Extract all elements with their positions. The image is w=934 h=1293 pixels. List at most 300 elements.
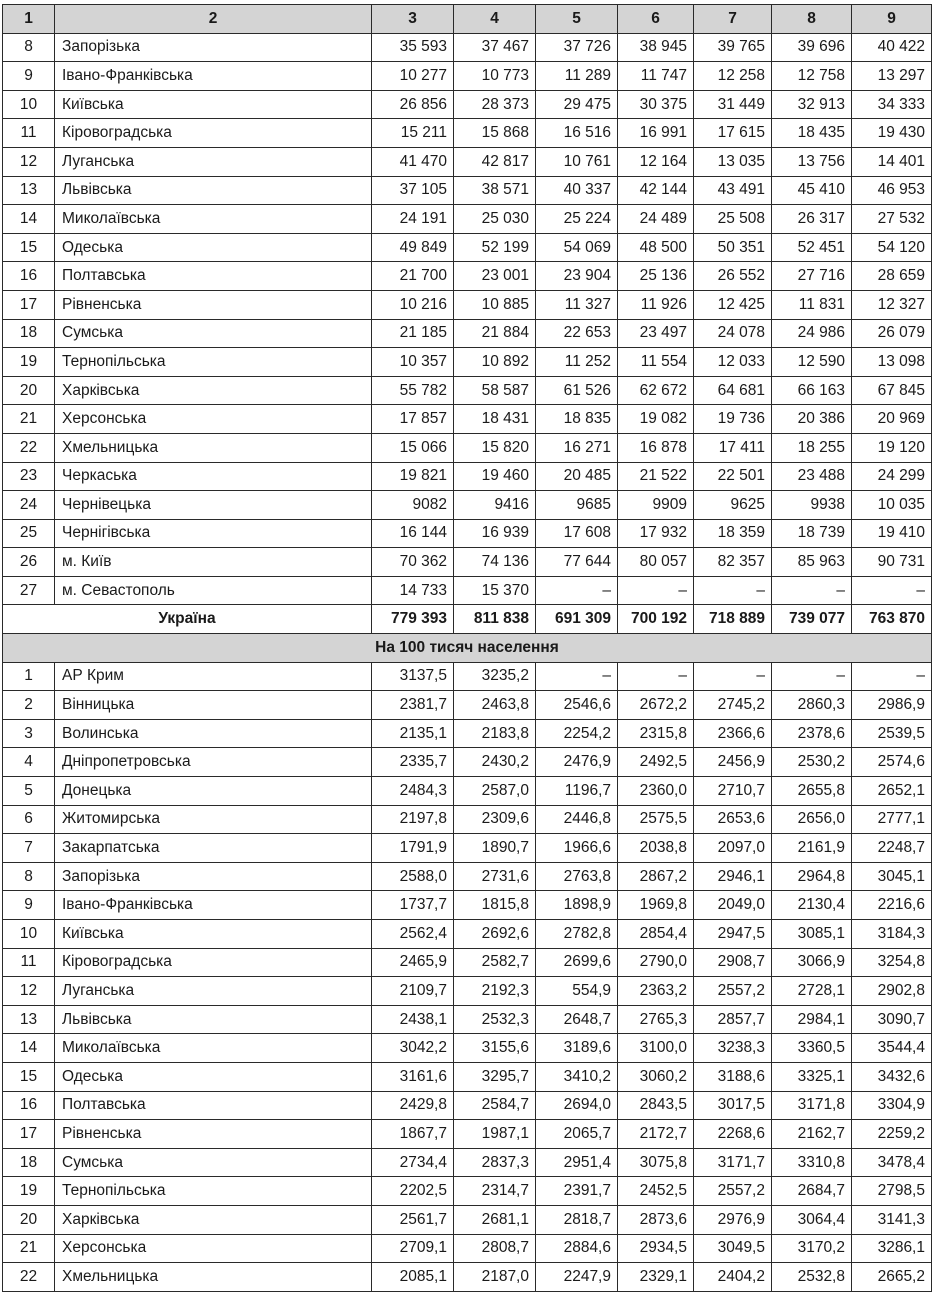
- value-cell: 13 035: [694, 147, 772, 176]
- value-cell: 26 317: [772, 205, 852, 234]
- value-cell: 10 357: [372, 348, 454, 377]
- region-name: Івано-Франківська: [55, 891, 372, 920]
- table-row: [3, 376, 932, 405]
- value-cell: 19 821: [372, 462, 454, 491]
- value-cell: 21 522: [618, 462, 694, 491]
- region-name: Сумська: [55, 319, 372, 348]
- value-cell: 2588,0: [372, 862, 454, 891]
- total-value: 718 889: [694, 605, 772, 634]
- value-cell: 1890,7: [454, 834, 536, 863]
- value-cell: –: [536, 576, 618, 605]
- value-cell: 46 953: [852, 176, 932, 205]
- region-name: Дніпропетровська: [55, 748, 372, 777]
- value-cell: 30 375: [618, 90, 694, 119]
- value-cell: 85 963: [772, 548, 852, 577]
- value-cell: 2947,5: [694, 920, 772, 949]
- value-cell: 1966,6: [536, 834, 618, 863]
- value-cell: 17 411: [694, 433, 772, 462]
- value-cell: 10 277: [372, 62, 454, 91]
- value-cell: 25 224: [536, 205, 618, 234]
- row-number: 25: [3, 519, 55, 548]
- row-number: 11: [3, 948, 55, 977]
- row-number: 26: [3, 548, 55, 577]
- value-cell: 54 069: [536, 233, 618, 262]
- value-cell: 34 333: [852, 90, 932, 119]
- value-cell: 9416: [454, 491, 536, 520]
- region-name: Луганська: [55, 977, 372, 1006]
- column-header: 3: [372, 5, 454, 34]
- value-cell: 11 747: [618, 62, 694, 91]
- value-cell: 11 831: [772, 290, 852, 319]
- value-cell: 19 736: [694, 405, 772, 434]
- value-cell: 16 271: [536, 433, 618, 462]
- row-number: 23: [3, 462, 55, 491]
- value-cell: 2463,8: [454, 691, 536, 720]
- row-number: 18: [3, 1148, 55, 1177]
- table-row: [3, 233, 932, 262]
- table-row: [3, 719, 932, 748]
- value-cell: 3170,2: [772, 1234, 852, 1263]
- table-row: [3, 262, 932, 291]
- row-number: 5: [3, 777, 55, 806]
- column-header: 7: [694, 5, 772, 34]
- value-cell: 11 289: [536, 62, 618, 91]
- value-cell: 2902,8: [852, 977, 932, 1006]
- value-cell: 2964,8: [772, 862, 852, 891]
- value-cell: –: [694, 662, 772, 691]
- value-cell: 16 516: [536, 119, 618, 148]
- value-cell: 52 199: [454, 233, 536, 262]
- column-header: 4: [454, 5, 536, 34]
- value-cell: 18 835: [536, 405, 618, 434]
- region-name: Тернопільська: [55, 348, 372, 377]
- value-cell: 2259,2: [852, 1120, 932, 1149]
- value-cell: 12 327: [852, 290, 932, 319]
- value-cell: 12 033: [694, 348, 772, 377]
- region-name: Луганська: [55, 147, 372, 176]
- statistics-table: [2, 4, 932, 1292]
- region-name: Кіровоградська: [55, 119, 372, 148]
- value-cell: 9938: [772, 491, 852, 520]
- value-cell: 2710,7: [694, 777, 772, 806]
- value-cell: 18 359: [694, 519, 772, 548]
- value-cell: 15 066: [372, 433, 454, 462]
- value-cell: 40 422: [852, 33, 932, 62]
- value-cell: 12 258: [694, 62, 772, 91]
- table-row: [3, 147, 932, 176]
- value-cell: 3171,7: [694, 1148, 772, 1177]
- row-number: 12: [3, 977, 55, 1006]
- value-cell: 62 672: [618, 376, 694, 405]
- row-number: 22: [3, 433, 55, 462]
- value-cell: 42 144: [618, 176, 694, 205]
- value-cell: 14 733: [372, 576, 454, 605]
- value-cell: 2562,4: [372, 920, 454, 949]
- value-cell: 2085,1: [372, 1263, 454, 1292]
- value-cell: 3304,9: [852, 1091, 932, 1120]
- value-cell: –: [536, 662, 618, 691]
- value-cell: 11 327: [536, 290, 618, 319]
- value-cell: 2329,1: [618, 1263, 694, 1292]
- value-cell: 20 386: [772, 405, 852, 434]
- row-number: 14: [3, 205, 55, 234]
- value-cell: 2192,3: [454, 977, 536, 1006]
- value-cell: 43 491: [694, 176, 772, 205]
- total-value: 739 077: [772, 605, 852, 634]
- value-cell: –: [852, 662, 932, 691]
- region-name: Івано-Франківська: [55, 62, 372, 91]
- value-cell: 3137,5: [372, 662, 454, 691]
- value-cell: 2197,8: [372, 805, 454, 834]
- value-cell: 25 136: [618, 262, 694, 291]
- value-cell: 2709,1: [372, 1234, 454, 1263]
- region-name: Миколаївська: [55, 1034, 372, 1063]
- value-cell: 19 082: [618, 405, 694, 434]
- table-row: [3, 319, 932, 348]
- value-cell: 2097,0: [694, 834, 772, 863]
- region-name: Львівська: [55, 176, 372, 205]
- value-cell: 17 615: [694, 119, 772, 148]
- value-cell: 2986,9: [852, 691, 932, 720]
- value-cell: 2335,7: [372, 748, 454, 777]
- table-row: [3, 1234, 932, 1263]
- total-value: 700 192: [618, 605, 694, 634]
- row-number: 21: [3, 1234, 55, 1263]
- value-cell: 39 696: [772, 33, 852, 62]
- value-cell: 2476,9: [536, 748, 618, 777]
- value-cell: 1969,8: [618, 891, 694, 920]
- statistics-table-container: [2, 4, 932, 1292]
- value-cell: 45 410: [772, 176, 852, 205]
- row-number: 13: [3, 1005, 55, 1034]
- value-cell: 3310,8: [772, 1148, 852, 1177]
- table-row: [3, 948, 932, 977]
- region-name: м. Севастополь: [55, 576, 372, 605]
- value-cell: 2530,2: [772, 748, 852, 777]
- value-cell: 2557,2: [694, 977, 772, 1006]
- value-cell: 10 773: [454, 62, 536, 91]
- value-cell: 2363,2: [618, 977, 694, 1006]
- value-cell: 1196,7: [536, 777, 618, 806]
- column-header: 6: [618, 5, 694, 34]
- table-row: [3, 33, 932, 62]
- value-cell: 2734,4: [372, 1148, 454, 1177]
- table-row: [3, 834, 932, 863]
- value-cell: 2038,8: [618, 834, 694, 863]
- value-cell: 2049,0: [694, 891, 772, 920]
- value-cell: 2404,2: [694, 1263, 772, 1292]
- value-cell: 24 986: [772, 319, 852, 348]
- value-cell: 41 470: [372, 147, 454, 176]
- value-cell: 28 659: [852, 262, 932, 291]
- value-cell: 23 497: [618, 319, 694, 348]
- column-header: 9: [852, 5, 932, 34]
- value-cell: 58 587: [454, 376, 536, 405]
- region-name: Миколаївська: [55, 205, 372, 234]
- column-header: 2: [55, 5, 372, 34]
- total-body: [3, 605, 932, 662]
- table-row: [3, 862, 932, 891]
- table-row: [3, 891, 932, 920]
- value-cell: 28 373: [454, 90, 536, 119]
- table-row: [3, 1005, 932, 1034]
- value-cell: 10 035: [852, 491, 932, 520]
- value-cell: 16 878: [618, 433, 694, 462]
- region-name: Херсонська: [55, 1234, 372, 1263]
- value-cell: 24 299: [852, 462, 932, 491]
- value-cell: 26 079: [852, 319, 932, 348]
- value-cell: 23 488: [772, 462, 852, 491]
- value-cell: 3161,6: [372, 1062, 454, 1091]
- value-cell: 20 969: [852, 405, 932, 434]
- value-cell: 2109,7: [372, 977, 454, 1006]
- value-cell: 2162,7: [772, 1120, 852, 1149]
- region-name: Запорізька: [55, 33, 372, 62]
- region-name: Житомирська: [55, 805, 372, 834]
- value-cell: 2763,8: [536, 862, 618, 891]
- value-cell: 3295,7: [454, 1062, 536, 1091]
- value-cell: 17 857: [372, 405, 454, 434]
- total-value: 691 309: [536, 605, 618, 634]
- value-cell: 18 431: [454, 405, 536, 434]
- region-name: Харківська: [55, 1205, 372, 1234]
- row-number: 14: [3, 1034, 55, 1063]
- region-name: Кіровоградська: [55, 948, 372, 977]
- region-name: Херсонська: [55, 405, 372, 434]
- value-cell: –: [618, 662, 694, 691]
- region-name: Запорізька: [55, 862, 372, 891]
- region-name: Одеська: [55, 1062, 372, 1091]
- value-cell: 12 590: [772, 348, 852, 377]
- table-row: [3, 1062, 932, 1091]
- value-cell: 3235,2: [454, 662, 536, 691]
- value-cell: 2360,0: [618, 777, 694, 806]
- value-cell: 90 731: [852, 548, 932, 577]
- row-number: 10: [3, 90, 55, 119]
- value-cell: 21 884: [454, 319, 536, 348]
- value-cell: 2777,1: [852, 805, 932, 834]
- total-label: Україна: [3, 605, 372, 634]
- value-cell: 3045,1: [852, 862, 932, 891]
- value-cell: 2587,0: [454, 777, 536, 806]
- table-row: [3, 977, 932, 1006]
- value-cell: 66 163: [772, 376, 852, 405]
- value-cell: 82 357: [694, 548, 772, 577]
- table-row: [3, 205, 932, 234]
- value-cell: 20 485: [536, 462, 618, 491]
- value-cell: 2575,5: [618, 805, 694, 834]
- value-cell: 3254,8: [852, 948, 932, 977]
- value-cell: 2692,6: [454, 920, 536, 949]
- value-cell: 25 030: [454, 205, 536, 234]
- value-cell: 2854,4: [618, 920, 694, 949]
- column-header: 5: [536, 5, 618, 34]
- value-cell: 3141,3: [852, 1205, 932, 1234]
- row-number: 27: [3, 576, 55, 605]
- value-cell: 24 078: [694, 319, 772, 348]
- table-row: [3, 777, 932, 806]
- region-name: Волинська: [55, 719, 372, 748]
- table-row: [3, 662, 932, 691]
- value-cell: 10 761: [536, 147, 618, 176]
- row-number: 1: [3, 662, 55, 691]
- value-cell: 2648,7: [536, 1005, 618, 1034]
- value-cell: 2202,5: [372, 1177, 454, 1206]
- value-cell: 2873,6: [618, 1205, 694, 1234]
- region-name: Полтавська: [55, 1091, 372, 1120]
- value-cell: 2584,7: [454, 1091, 536, 1120]
- value-cell: 2745,2: [694, 691, 772, 720]
- row-number: 11: [3, 119, 55, 148]
- row-number: 6: [3, 805, 55, 834]
- value-cell: 2309,6: [454, 805, 536, 834]
- value-cell: 13 297: [852, 62, 932, 91]
- value-cell: 2765,3: [618, 1005, 694, 1034]
- value-cell: 2574,6: [852, 748, 932, 777]
- value-cell: 2452,5: [618, 1177, 694, 1206]
- value-cell: 1737,7: [372, 891, 454, 920]
- value-cell: 2818,7: [536, 1205, 618, 1234]
- value-cell: 2782,8: [536, 920, 618, 949]
- value-cell: 2172,7: [618, 1120, 694, 1149]
- value-cell: 3188,6: [694, 1062, 772, 1091]
- value-cell: 32 913: [772, 90, 852, 119]
- value-cell: 2561,7: [372, 1205, 454, 1234]
- value-cell: 2884,6: [536, 1234, 618, 1263]
- value-cell: 2465,9: [372, 948, 454, 977]
- value-cell: 23 001: [454, 262, 536, 291]
- table-row: [3, 1120, 932, 1149]
- region-name: Чернігівська: [55, 519, 372, 548]
- value-cell: 3100,0: [618, 1034, 694, 1063]
- value-cell: 3075,8: [618, 1148, 694, 1177]
- value-cell: 1815,8: [454, 891, 536, 920]
- value-cell: 26 552: [694, 262, 772, 291]
- value-cell: 15 820: [454, 433, 536, 462]
- value-cell: 3042,2: [372, 1034, 454, 1063]
- value-cell: 80 057: [618, 548, 694, 577]
- value-cell: 3066,9: [772, 948, 852, 977]
- value-cell: 2248,7: [852, 834, 932, 863]
- region-name: Львівська: [55, 1005, 372, 1034]
- value-cell: 38 945: [618, 33, 694, 62]
- value-cell: 26 856: [372, 90, 454, 119]
- row-number: 2: [3, 691, 55, 720]
- value-cell: 17 932: [618, 519, 694, 548]
- value-cell: 9685: [536, 491, 618, 520]
- value-cell: 2378,6: [772, 719, 852, 748]
- value-cell: 18 255: [772, 433, 852, 462]
- value-cell: 2681,1: [454, 1205, 536, 1234]
- value-cell: 39 765: [694, 33, 772, 62]
- value-cell: 3085,1: [772, 920, 852, 949]
- value-cell: 2934,5: [618, 1234, 694, 1263]
- value-cell: –: [618, 576, 694, 605]
- row-number: 19: [3, 348, 55, 377]
- column-number-header-row: [3, 5, 932, 34]
- region-name: Чернівецька: [55, 491, 372, 520]
- region-name: Київська: [55, 90, 372, 119]
- section-title: На 100 тисяч населення: [3, 634, 932, 663]
- value-cell: 3060,2: [618, 1062, 694, 1091]
- value-cell: 74 136: [454, 548, 536, 577]
- value-cell: 2446,8: [536, 805, 618, 834]
- value-cell: 3017,5: [694, 1091, 772, 1120]
- row-number: 15: [3, 233, 55, 262]
- value-cell: 2557,2: [694, 1177, 772, 1206]
- row-number: 15: [3, 1062, 55, 1091]
- value-cell: 2731,6: [454, 862, 536, 891]
- value-cell: 19 460: [454, 462, 536, 491]
- region-name: Одеська: [55, 233, 372, 262]
- table-row: [3, 491, 932, 520]
- value-cell: 2161,9: [772, 834, 852, 863]
- value-cell: 2268,6: [694, 1120, 772, 1149]
- value-cell: 12 758: [772, 62, 852, 91]
- value-cell: 16 144: [372, 519, 454, 548]
- value-cell: 9625: [694, 491, 772, 520]
- table-row: [3, 62, 932, 91]
- table-row: [3, 290, 932, 319]
- value-cell: 2314,7: [454, 1177, 536, 1206]
- value-cell: 16 991: [618, 119, 694, 148]
- region-name: Закарпатська: [55, 834, 372, 863]
- value-cell: 24 489: [618, 205, 694, 234]
- value-cell: –: [772, 662, 852, 691]
- value-cell: 3184,3: [852, 920, 932, 949]
- table-row: [3, 920, 932, 949]
- value-cell: 16 939: [454, 519, 536, 548]
- region-name: Вінницька: [55, 691, 372, 720]
- row-number: 4: [3, 748, 55, 777]
- value-cell: 3049,5: [694, 1234, 772, 1263]
- value-cell: 19 120: [852, 433, 932, 462]
- row-number: 8: [3, 33, 55, 62]
- region-name: м. Київ: [55, 548, 372, 577]
- column-header: 8: [772, 5, 852, 34]
- region-name: Черкаська: [55, 462, 372, 491]
- value-cell: 19 410: [852, 519, 932, 548]
- value-cell: 70 362: [372, 548, 454, 577]
- table-row: [3, 691, 932, 720]
- row-number: 10: [3, 920, 55, 949]
- value-cell: 10 892: [454, 348, 536, 377]
- rate-values-body: [3, 662, 932, 1291]
- value-cell: 2216,6: [852, 891, 932, 920]
- table-row: [3, 405, 932, 434]
- row-number: 17: [3, 290, 55, 319]
- table-row: [3, 462, 932, 491]
- column-header: 1: [3, 5, 55, 34]
- value-cell: 11 252: [536, 348, 618, 377]
- value-cell: 14 401: [852, 147, 932, 176]
- value-cell: 31 449: [694, 90, 772, 119]
- value-cell: 1987,1: [454, 1120, 536, 1149]
- table-row: [3, 90, 932, 119]
- value-cell: 2438,1: [372, 1005, 454, 1034]
- row-number: 9: [3, 891, 55, 920]
- value-cell: 15 211: [372, 119, 454, 148]
- section-header-row: [3, 634, 932, 663]
- row-number: 22: [3, 1263, 55, 1292]
- value-cell: 2984,1: [772, 1005, 852, 1034]
- value-cell: 2456,9: [694, 748, 772, 777]
- value-cell: 2728,1: [772, 977, 852, 1006]
- value-cell: 3286,1: [852, 1234, 932, 1263]
- region-name: Донецька: [55, 777, 372, 806]
- value-cell: 3325,1: [772, 1062, 852, 1091]
- region-name: Рівненська: [55, 1120, 372, 1149]
